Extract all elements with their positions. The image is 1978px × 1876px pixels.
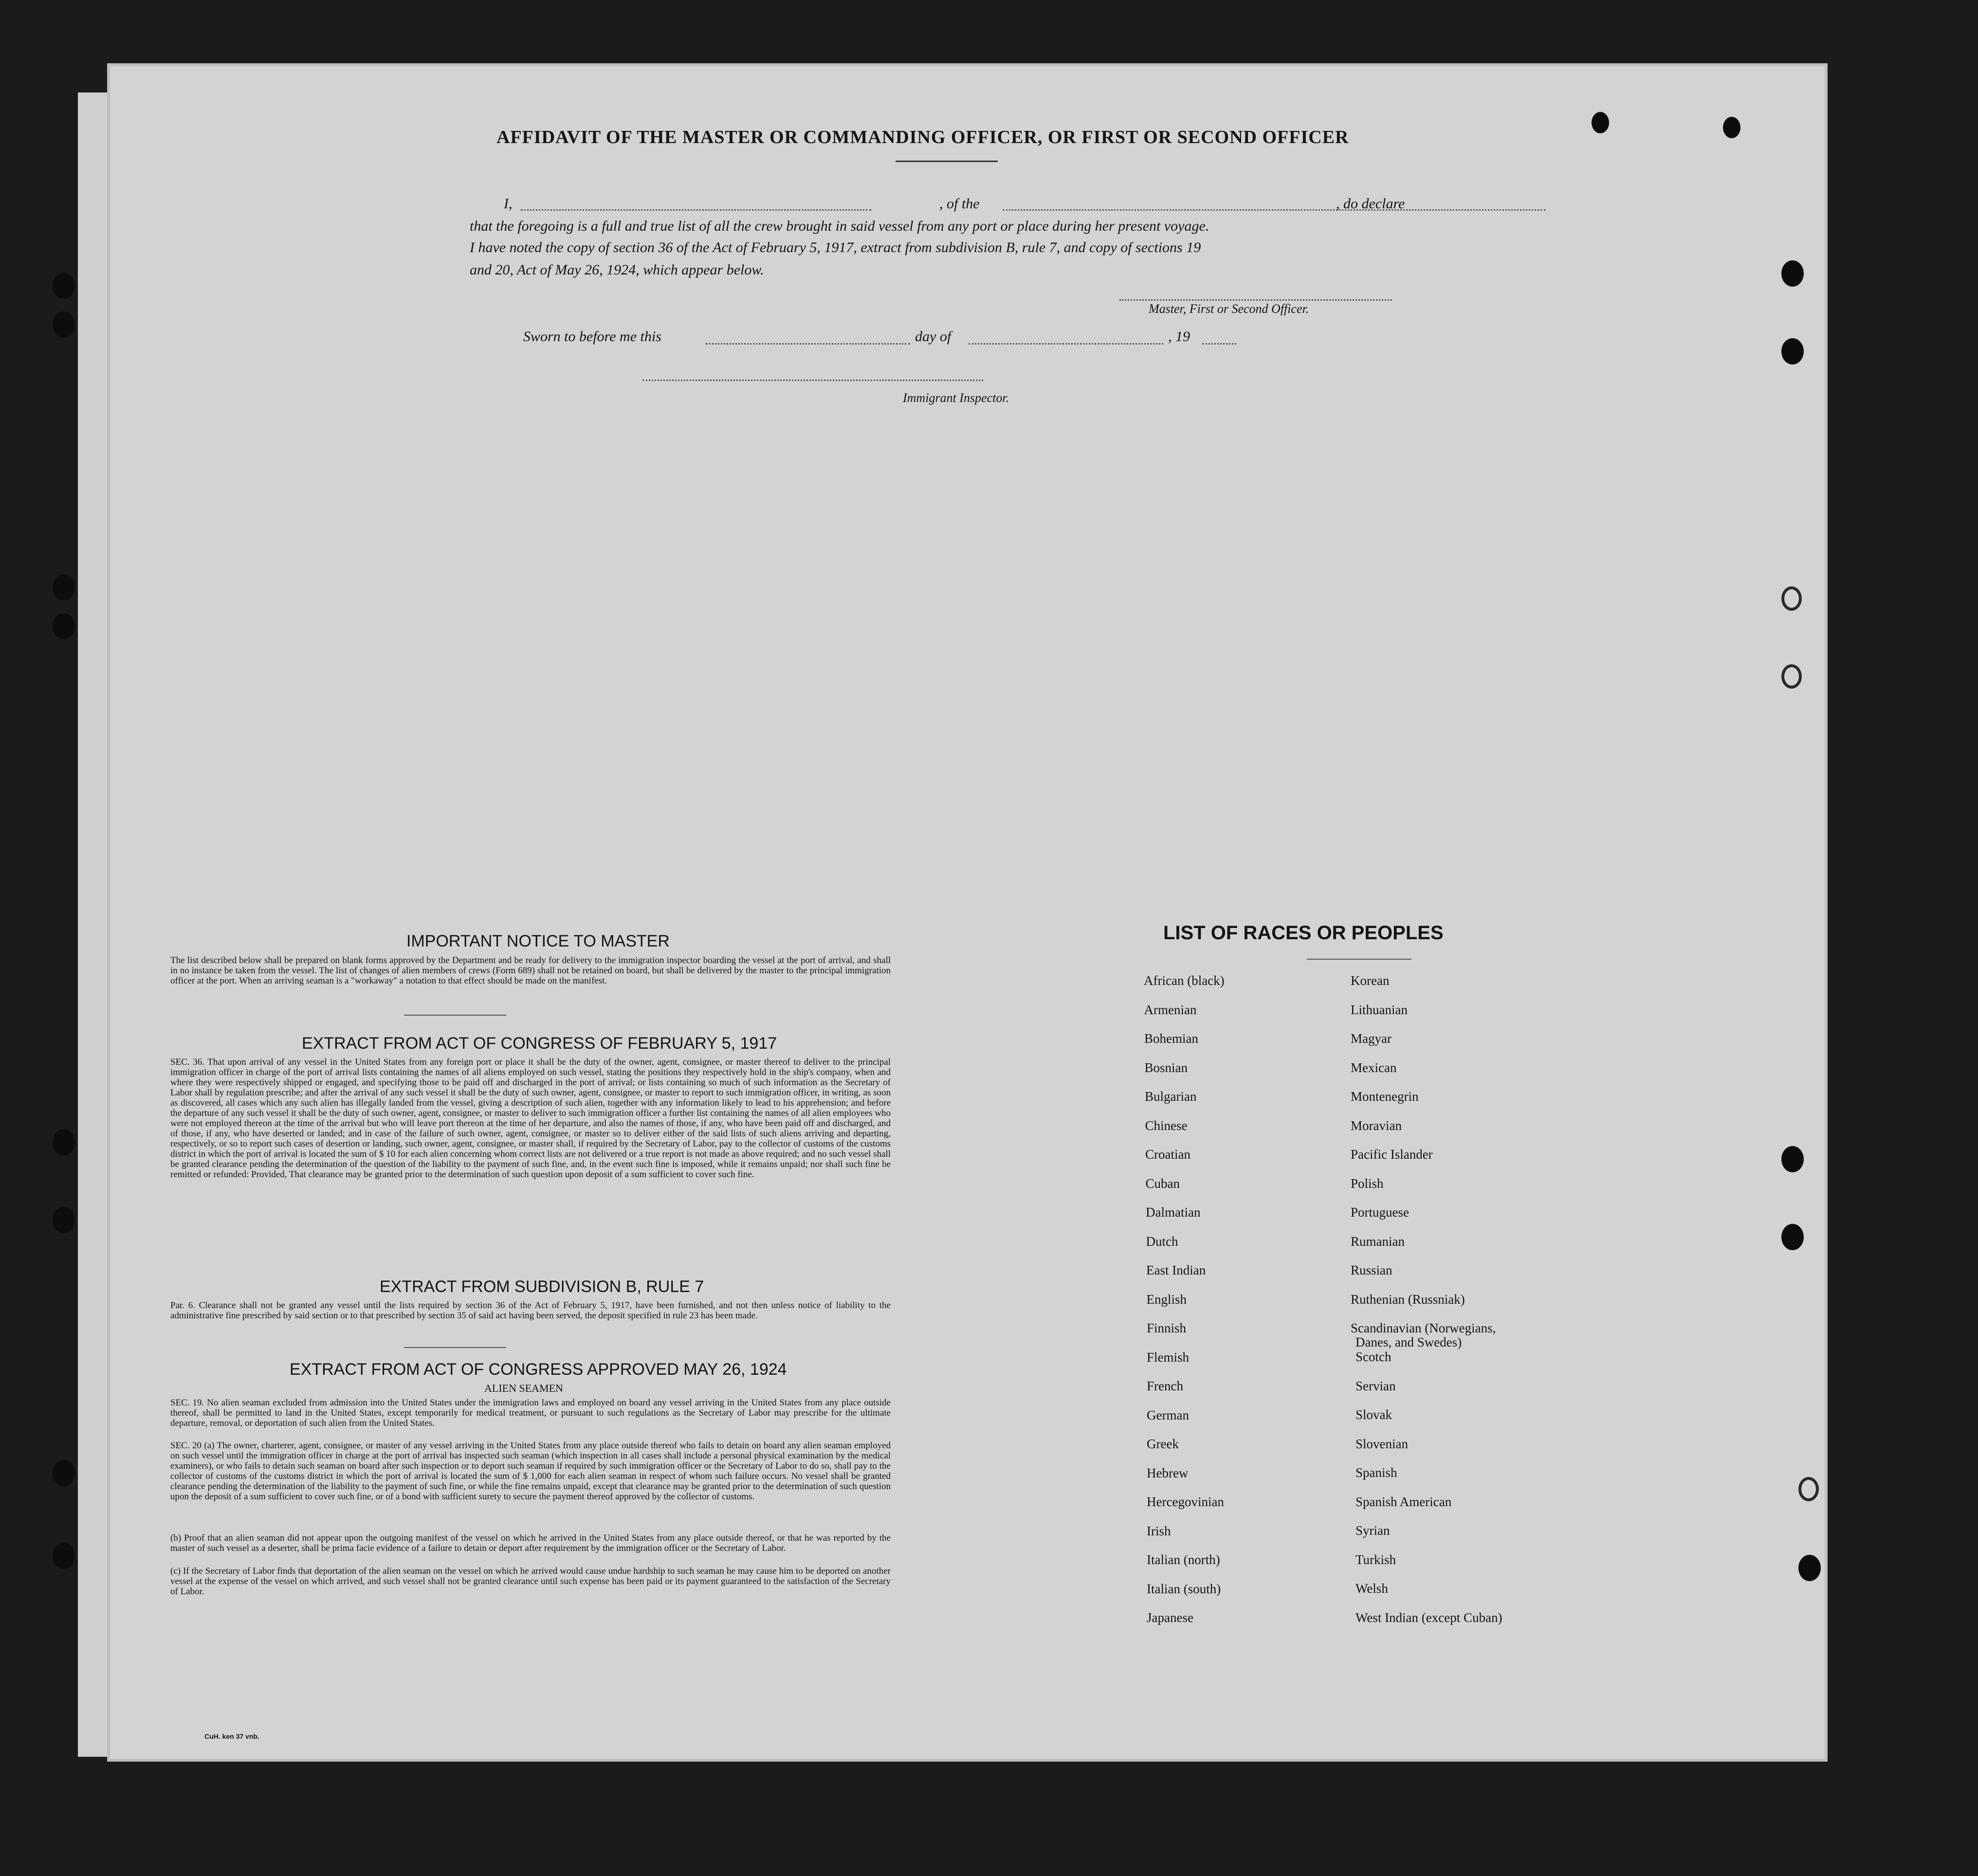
year-label: , 19	[1168, 328, 1190, 345]
race-item: Spanish	[1355, 1465, 1397, 1480]
binder-hole	[53, 273, 75, 299]
race-item: French	[1147, 1379, 1183, 1393]
sworn-day-line	[706, 343, 910, 345]
punch-hole	[1781, 1224, 1804, 1250]
punch-hole	[1781, 1146, 1804, 1172]
race-item: Turkish	[1355, 1552, 1396, 1567]
race-item: East Indian	[1146, 1263, 1206, 1277]
master-signature-line	[1119, 299, 1392, 301]
race-item: Irish	[1147, 1523, 1171, 1538]
divider	[404, 1347, 506, 1348]
inspector-signature-line	[642, 380, 983, 381]
race-item: Korean	[1351, 973, 1390, 988]
race-item: English	[1146, 1292, 1187, 1307]
affidavit-of-label: , of the	[939, 196, 980, 212]
race-item: Ruthenian (Russniak)	[1351, 1292, 1465, 1307]
rule7-title: EXTRACT FROM SUBDIVISION B, RULE 7	[380, 1277, 704, 1296]
sec20a-text: SEC. 20 (a) The owner, charterer, agent, consignee, or master of any vessel arriving in the United States from any place outside thereof who fails to detain on board any alien seaman employed on such vessel until the immigration officer in charge at the port of arrival has inspected such seaman (which inspection in all cases shall include a personal physical examination by the medical examiners), or who fails to detain such seaman on board after such inspection or to deport such seaman if required by such immigration officer or the Secretary of Labor to do so, shall pay to the collector of customs of the customs district in which the port of arrival is located the sum of $ 1,000 for each alien seaman in respect of whom such failure occurs. No vessel shall be granted clearance pending the determination of the liability to the payment of such fine, or while the fine remains unpaid, except that clearance may be granted prior to the determination of such question upon the deposit of a sum sufficient to cover such fine, or of a bond with sufficient surety to secure the payment thereof approved by the collector of customs.	[170, 1440, 891, 1502]
extract-1924-title: EXTRACT FROM ACT OF CONGRESS APPROVED MAY 26, 1924	[290, 1360, 787, 1379]
race-item: Russian	[1351, 1263, 1392, 1277]
affidavit-line-3: I have noted the copy of section 36 of the Act of February 5, 1917, extract from subdivision B, rule 7, and copy of sections 19	[470, 239, 1201, 255]
punch-hole-ring	[1798, 1477, 1819, 1501]
notice-text: The list described below shall be prepared on blank forms approved by the Department and be ready for delivery to the immigration inspector boarding the vessel at the port of arrival, and shall in no instance be taken from the vessel. The list of changes of alien members of crews (Form 689) shall not be retained on board, but shall be delivered by the master to the principal immigration officer at the port. When an arriving seaman is a "workaway" a notation to that effect should be made on the manifest.	[170, 955, 891, 986]
race-item: Lithuanian	[1351, 1002, 1408, 1017]
affidavit-i-label: I,	[504, 196, 513, 212]
sworn-year-line	[1202, 343, 1236, 345]
sec20b-text: (b) Proof that an alien seaman did not appear upon the outgoing manifest of the vessel on which he arrived in the United States from any place outside thereof, or that he was reported by the master of such vessel as a deserter, shall be prima facie evidence of a failure to detain or deport after requirement by the immigration officer or the Secretary of Labor.	[170, 1533, 891, 1553]
races-title-underline	[1307, 959, 1411, 960]
race-item: Armenian	[1144, 1002, 1197, 1017]
print-code: CuH. ken 37 vnb.	[204, 1732, 259, 1740]
alien-seamen-subtitle: ALIEN SEAMEN	[484, 1382, 563, 1394]
race-item: Italian (north)	[1147, 1552, 1220, 1567]
sec19-text: SEC. 19. No alien seaman excluded from admission into the United States under the immigration laws and employed on board any vessel arriving in the United States from any place outside thereof, shall be permitted to land in the United States, except temporarily for medical treatment, or pursuant to such regulations as the Secretary of Labor may prescribe for the ultimate departure, removal, or deportation of such alien from the United States.	[170, 1398, 891, 1428]
extract-1917-title: EXTRACT FROM ACT OF CONGRESS OF FEBRUARY 5, 1917	[302, 1034, 777, 1053]
race-item: West Indian (except Cuban)	[1355, 1610, 1502, 1625]
race-item: Dutch	[1146, 1234, 1178, 1249]
race-item: Hercegovinian	[1147, 1494, 1224, 1509]
race-item: Mexican	[1351, 1060, 1397, 1075]
race-item: Servian	[1355, 1378, 1396, 1393]
binder-hole	[53, 1460, 75, 1486]
race-item: Dalmatian	[1146, 1205, 1201, 1220]
binder-hole	[53, 1207, 75, 1233]
race-item: Chinese	[1145, 1118, 1188, 1133]
race-item: Portuguese	[1351, 1205, 1409, 1220]
race-item: Magyar	[1351, 1031, 1392, 1046]
race-item: Greek	[1147, 1437, 1179, 1451]
race-item: Montenegrin	[1351, 1089, 1419, 1104]
race-item: Hebrew	[1147, 1465, 1189, 1480]
race-item: Welsh	[1355, 1581, 1388, 1596]
race-item: Cuban	[1145, 1176, 1180, 1191]
binder-hole	[53, 311, 75, 338]
race-item: Slovenian	[1355, 1436, 1408, 1451]
notice-title: IMPORTANT NOTICE TO MASTER	[406, 932, 670, 950]
title-underline	[896, 161, 998, 162]
sec20c-text: (c) If the Secretary of Labor finds that deportation of the alien seaman on the vessel on which he arrived would cause undue hardship to such seaman he may cause him to be deported on another vessel at the expense of the vessel on which arrived, and such vessel shall not be granted clearance until such expense has been paid or its payment guaranteed to the satisfaction of the Secretary of Labor.	[170, 1566, 891, 1597]
punch-hole	[1798, 1555, 1821, 1581]
race-item: Slovak	[1355, 1407, 1392, 1422]
binder-hole	[53, 574, 75, 601]
race-item: Syrian	[1355, 1523, 1390, 1538]
binder-hole	[53, 1543, 75, 1569]
race-item: Scandinavian (Norwegians,	[1351, 1321, 1496, 1335]
race-item: Bulgarian	[1145, 1089, 1197, 1104]
form-page	[107, 63, 1828, 1762]
race-item: Spanish American	[1355, 1494, 1452, 1509]
races-title: LIST OF RACES OR PEOPLES	[1163, 922, 1444, 944]
extract-1917-text: SEC. 36. That upon arrival of any vessel in the United States from any foreign port or place it shall be the duty of the owner, agent, consignee, or master thereof to deliver to the principal immigration officer in charge of the port of arrival lists containing the names of all aliens employed on such vessel, stating the positions they respectively hold in the ship's company, when and where they were respectively shipped or engaged, and specifying those to be paid off and discharged in the port of arrival; or lists containing so much of such information as the Secretary of Labor shall by regulation prescribe; and after the arrival of any such vessel it shall be the duty of such owner, agent, consignee, or master to report to such immigration officer, in writing, as soon as discovered, all cases which any such alien has illegally landed from the vessel, giving a description of such alien, together with any information likely to lead to his apprehension; and before the departure of any such vessel it shall be the duty of such owner, agent, consignee, or master to deliver to such immigration officer a further list containing the names of all alien employees who were not employed thereon at the time of the arrival but who will leave port thereon at the time of her departure, and also the names of those, if any, who have been paid off and discharged, and of those, if any, who have deserted or landed; and in case of the failure of such owner, agent, consignee, or master so to deliver either of the said lists of such aliens arriving and departing, respectively, or so to report such cases of desertion or landing, such owner, agent, consignee, or master shall, if required by the Secretary of Labor, pay to the collector of customs of the customs district in which the port of arrival is located the sum of $ 10 for each alien concerning whom correct lists are not delivered or a true report is not made as above required; and no such vessel shall be granted clearance pending the determination of the question of the liability to the payment of such fine, and, in the event such fine is imposed, while it remains unpaid; nor shall such fine be remitted or refunded: Provided, That clearance may be granted prior to the determination of such question upon deposit of a sum sufficient to cover such fine.	[170, 1057, 891, 1180]
race-item: Croatian	[1145, 1147, 1190, 1162]
race-item: Rumanian	[1351, 1234, 1405, 1249]
race-item: Japanese	[1147, 1610, 1193, 1625]
race-item: Bosnian	[1144, 1060, 1188, 1075]
punch-hole	[1781, 338, 1804, 364]
inspector-caption: Immigrant Inspector.	[903, 391, 1009, 405]
race-item: Flemish	[1147, 1349, 1190, 1365]
race-item: African (black)	[1144, 973, 1225, 988]
vessel-field-line	[1003, 209, 1545, 211]
affidavit-declare-label: , do declare	[1336, 196, 1405, 212]
affidavit-title: AFFIDAVIT OF THE MASTER OR COMMANDING OFFICER, OR FIRST OR SECOND OFFICER	[496, 127, 1349, 147]
affidavit-line-4: and 20, Act of May 26, 1924, which appear below.	[470, 262, 764, 278]
race-item: Moravian	[1351, 1118, 1402, 1133]
race-item: Pacific Islander	[1351, 1147, 1433, 1162]
race-item: Finnish	[1147, 1321, 1187, 1335]
sworn-label: Sworn to before me this	[523, 328, 661, 345]
master-signature-caption: Master, First or Second Officer.	[1149, 302, 1309, 316]
race-item: Scotch	[1355, 1349, 1392, 1364]
rule7-text: Par. 6. Clearance shall not be granted any vessel until the lists required by section 36 of the Act of February 5, 1917, have been furnished, and not then unless notice of liability to the administrative fine prescribed by said section or to that prescribed by section 35 of said act having been served, the deposit specified in rule 23 has been made.	[170, 1300, 891, 1321]
binder-hole	[53, 1129, 75, 1155]
race-item: Danes, and Swedes)	[1355, 1335, 1462, 1349]
punch-hole-ring	[1781, 664, 1802, 689]
affidavit-line-2: that the foregoing is a full and true list of all the crew brought in said vessel from any port or place during her present voyage.	[470, 218, 1209, 234]
race-item: German	[1147, 1407, 1189, 1422]
race-item: Italian (south)	[1147, 1581, 1221, 1596]
day-of-label: day of	[915, 328, 952, 345]
binder-hole	[53, 613, 75, 639]
divider	[404, 1015, 506, 1016]
punch-hole	[1781, 260, 1804, 287]
race-item: Polish	[1351, 1176, 1384, 1191]
staple-mark	[1723, 117, 1740, 138]
punch-hole-ring	[1781, 586, 1802, 611]
sworn-month-line	[969, 343, 1163, 345]
race-item: Bohemian	[1144, 1031, 1198, 1046]
name-field-line	[521, 209, 871, 211]
